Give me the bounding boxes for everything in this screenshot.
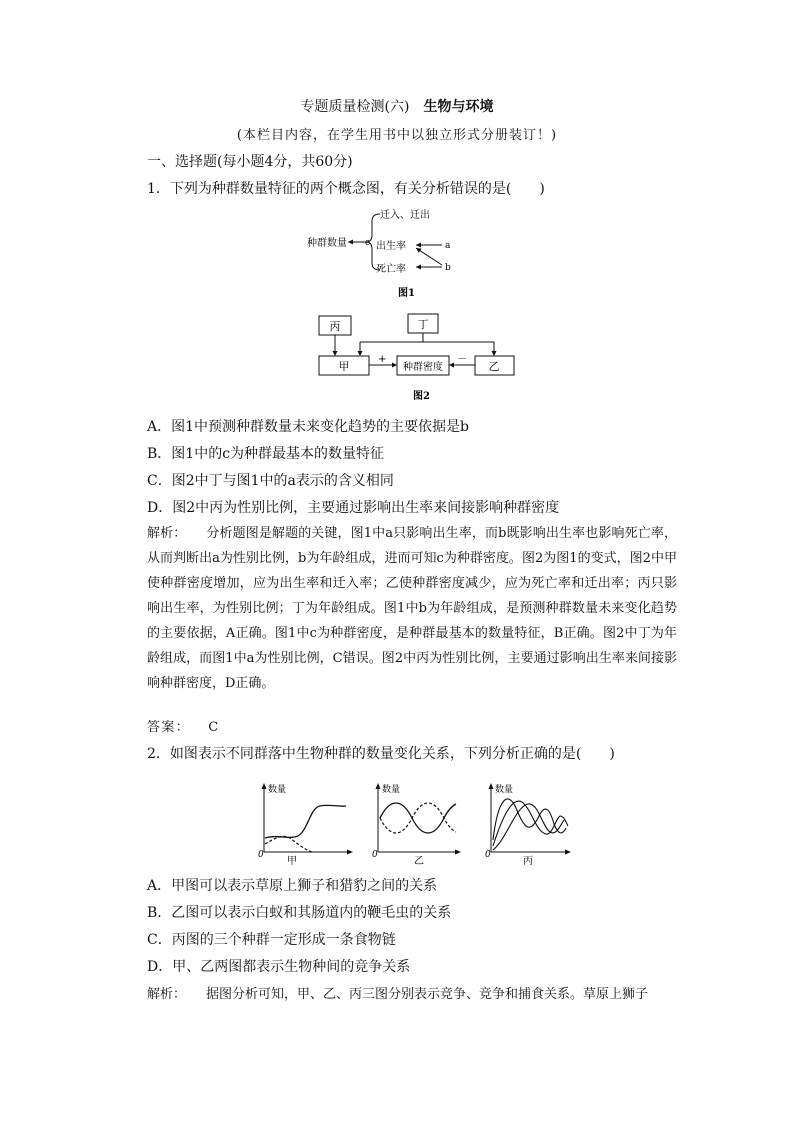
- graph-yi-ylabel: 数量: [382, 785, 401, 795]
- fig2-arrowhead-minus: [449, 363, 454, 368]
- graph-jia: [258, 783, 353, 867]
- fig2-ding-label: 丁: [417, 318, 429, 331]
- graph-yi-curve-dashed: [380, 803, 456, 833]
- q2-analysis: [147, 982, 677, 1007]
- fig2-minus-sign: －: [457, 354, 467, 365]
- graph-yi: [372, 783, 461, 867]
- graph-jia-x-arrow: [347, 850, 353, 855]
- graph-jia-ylabel: 数量: [268, 785, 287, 795]
- fig2-arrowhead-ding-yi: [492, 351, 497, 356]
- q1-answer-label: 答案：: [147, 720, 191, 735]
- q2-option-d: D．甲、乙两图都表示生物种间的竞争关系: [147, 959, 411, 975]
- fig1-arrowhead-a: [416, 243, 421, 248]
- graph-jia-curve-winner: [265, 805, 346, 838]
- graph-jia-origin: 0: [258, 850, 264, 860]
- figure-2-flow-diagram: [300, 310, 540, 405]
- question-2-stem: 2．如图表示不同群落中生物种群的数量变化关系，下列分析正确的是( ): [147, 746, 615, 762]
- graph-yi-x-arrow: [455, 850, 461, 855]
- graph-bing-origin: 0: [485, 850, 491, 860]
- graph-bing-curve-2: [493, 801, 568, 846]
- fig1-a-label: a: [445, 241, 451, 251]
- fig1-item-death-rate: 死亡率: [376, 264, 406, 275]
- graph-yi-label: 乙: [414, 856, 424, 867]
- graph-yi-y-arrow: [376, 783, 381, 789]
- figure-q2-population-graphs: [250, 778, 580, 868]
- fig1-arrowhead: [348, 240, 353, 245]
- q2-option-a: A．甲图可以表示草原上狮子和猎豹之间的关系: [147, 878, 438, 894]
- graph-bing-y-arrow: [489, 783, 494, 789]
- fig1-c-label: c: [365, 238, 371, 248]
- fig1-caption: 图1: [398, 288, 415, 299]
- graph-bing-curve-1: [493, 799, 566, 840]
- fig2-arrowhead-bing: [333, 351, 338, 356]
- graph-bing-label: 丙: [523, 856, 533, 867]
- fig2-jia-label: 甲: [338, 360, 350, 373]
- graph-bing: [485, 783, 571, 867]
- fig2-arrowhead-ding-jia: [358, 351, 363, 356]
- page-title: [0, 96, 794, 116]
- graph-jia-y-arrow: [262, 783, 267, 789]
- fig2-plus-sign: +: [378, 354, 387, 365]
- fig2-yi-label: 乙: [488, 360, 500, 373]
- q1-option-c: C．图2中丁与图1中的a表示的含义相同: [147, 473, 394, 489]
- q1-option-a: A．图1中预测种群数量未来变化趋势的主要依据是b: [147, 419, 469, 435]
- fig2-arrowhead-plus: [392, 363, 397, 368]
- figure-1-concept-map: [300, 203, 480, 323]
- fig1-b-label: b: [445, 263, 451, 273]
- q2-analysis-label: 解析：: [147, 987, 187, 1002]
- fig1-item-migration: 迁入、迁出: [380, 210, 430, 221]
- q2-option-c: C．丙图的三个种群一定形成一条食物链: [147, 932, 396, 948]
- q1-option-b: B．图1中的c为种群最基本的数量特征: [147, 446, 385, 462]
- q1-analysis: [147, 521, 677, 696]
- graph-yi-origin: 0: [372, 850, 378, 860]
- section-heading: 一、选择题(每小题4分，共60分): [147, 154, 353, 170]
- graph-bing-ylabel: 数量: [495, 785, 514, 795]
- q1-analysis-text: 分析题图是解题的关键，图1中a只影响出生率，而b既影响出生率也影响死亡率，从而判断出a为性别比例，b为年龄组成，进而可知c为种群密度。图2为图1的变式，图2中甲使种群密度增加，应为出生率和迁入率；乙使种群密度减少，应为死亡率和迁出率；丙只影响出生率，为性别比例；丁为年龄组成。图1中b为年龄组成，是预测种群数量未来变化趋势的主要依据，A正确。图1中c为种群密度，是种群最基本的数量特征，B正确。图2中丁为年龄组成，而图1中a为性别比例，C错误。图2中丙为性别比例，主要通过影响出生率来间接影响种群密度，D正确。: [147, 526, 677, 691]
- binding-note: (本栏目内容，在学生用书中以独立形式分册装订！): [236, 128, 558, 143]
- graph-jia-label: 甲: [287, 856, 297, 867]
- fig1-center-label: 种群数量: [307, 238, 347, 249]
- q1-answer-value: C: [208, 720, 220, 735]
- title-subject: 生物与环境: [423, 99, 494, 115]
- q1-analysis-label: 解析：: [147, 526, 187, 541]
- fig1-arrowhead-b-up: [416, 248, 422, 253]
- q2-analysis-text: 据图分析可知，甲、乙、丙三图分别表示竞争、竞争和捕食关系。草原上狮子: [206, 987, 649, 1002]
- q1-answer: [147, 716, 220, 735]
- fig1-item-birth-rate: 出生率: [376, 241, 406, 252]
- fig1-arrowhead-b: [416, 265, 421, 270]
- graph-bing-x-arrow: [565, 850, 571, 855]
- q2-option-b: B．乙图可以表示白蚁和其肠道内的鞭毛虫的关系: [147, 905, 452, 921]
- question-1-stem: 1．下列为种群数量特征的两个概念图，有关分析错误的是( ): [147, 181, 545, 197]
- title-main: 专题质量检测(六): [300, 99, 410, 115]
- fig2-density-label: 种群密度: [403, 362, 443, 373]
- fig2-caption: 图2: [413, 391, 430, 402]
- graph-jia-curve-loser: [265, 836, 312, 852]
- fig2-bing-label: 丙: [329, 320, 341, 333]
- q1-option-d: D．图2中丙为性别比例，主要通过影响出生率来间接影响种群密度: [147, 500, 560, 516]
